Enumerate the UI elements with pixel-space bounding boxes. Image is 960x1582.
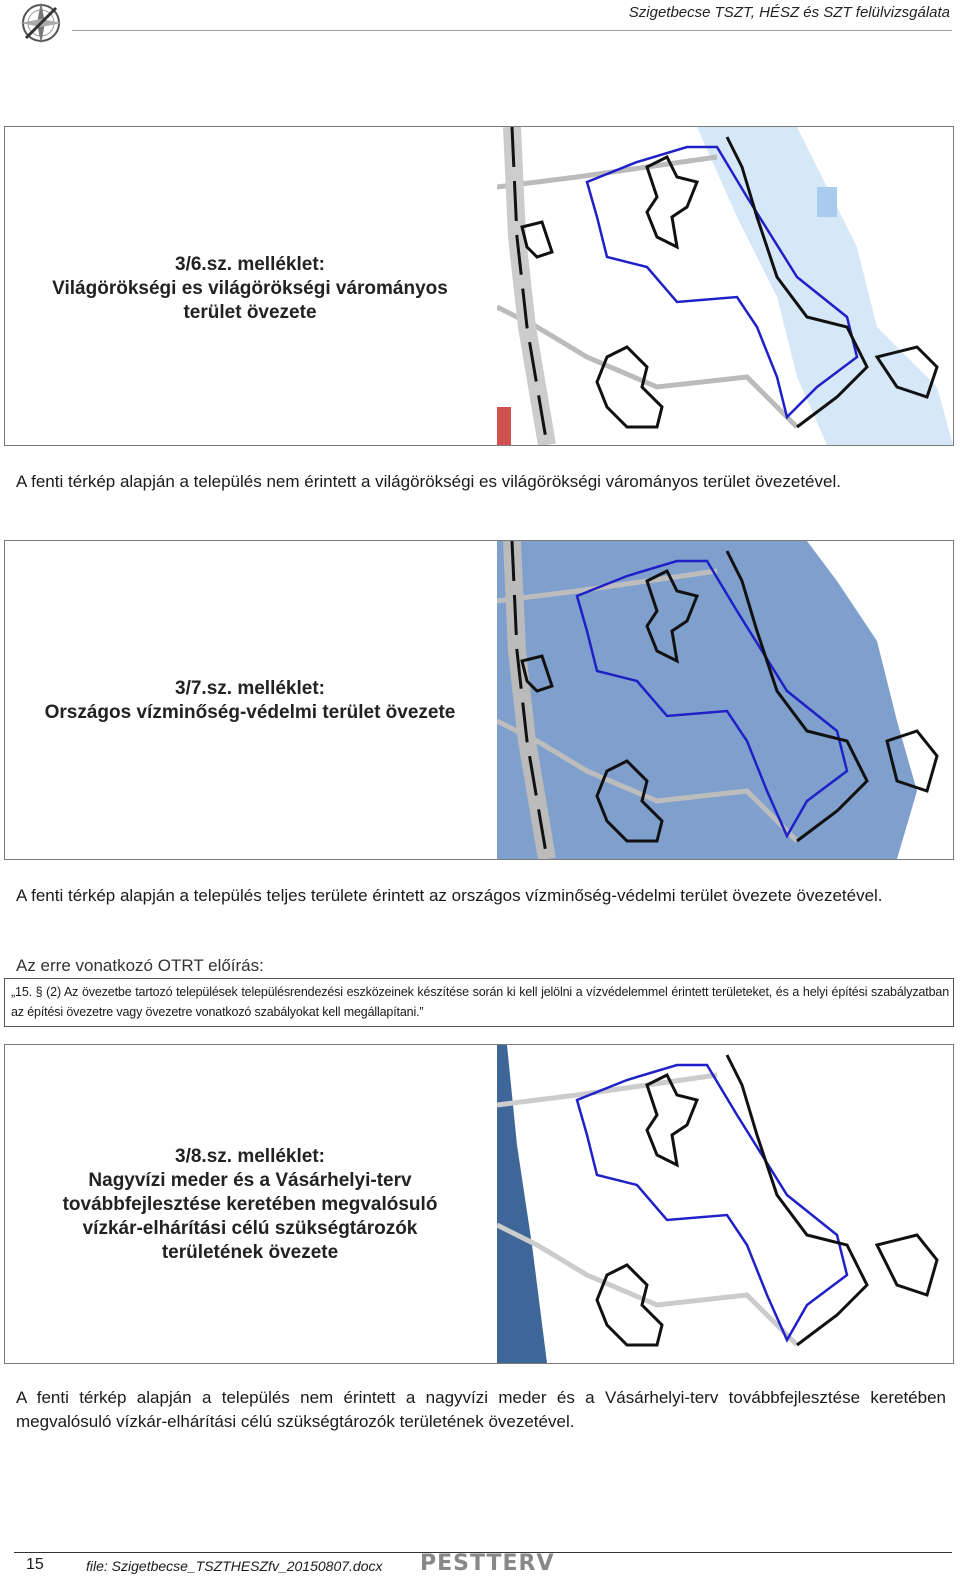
map-world-heritage [497, 127, 953, 445]
page-number: 15 [26, 1556, 44, 1573]
figure-3-8 [4, 1044, 954, 1364]
caption-line: 3/8.sz. melléklet: [175, 1146, 325, 1167]
header-divider [72, 30, 952, 31]
figure-caption [5, 253, 495, 325]
map-floodplain [497, 1045, 953, 1363]
caption-line: Nagyvízi meder és a Vásárhelyi-terv [88, 1170, 412, 1191]
figure-3-7 [4, 540, 954, 860]
paragraph-water-quality: A fenti térkép alapján a település teljes területe érintett az országos vízminőség-védelmi terület övezete övezetével. [16, 886, 883, 905]
caption-line: Világörökségi es világörökségi várományos [52, 278, 448, 299]
otrt-heading: Az erre vonatkozó OTRT előírás: [16, 956, 264, 975]
paragraph-world-heritage: A fenti térkép alapján a település nem érintett a világörökségi es világörökségi várományos terület övezetével. [16, 472, 841, 491]
caption-line: területének övezete [161, 1242, 339, 1263]
caption-line: 3/7.sz. melléklet: [175, 678, 325, 699]
caption-line: vízkár-elhárítási célú szükségtározók [82, 1218, 418, 1239]
pestterv-logo: PESTTERV [420, 1551, 555, 1576]
figure-caption [5, 677, 495, 725]
file-name: file: Szigetbecse_TSZTHESZfv_20150807.docx [86, 1558, 383, 1574]
figure-3-6 [4, 126, 954, 446]
paragraph-floodplain: A fenti térkép alapján a település nem érintett a nagyvízi meder és a Vásárhelyi-terv továbbfejlesztése keretében megvalósuló vízkár-elhárítási célú szükségtározók területének övezetével. [16, 1388, 946, 1431]
caption-line: Országos vízminőség-védelmi terület övezete [44, 702, 456, 723]
map-water-quality [497, 541, 953, 859]
figure-caption [5, 1145, 495, 1265]
caption-line: továbbfejlesztése keretében megvalósuló [62, 1194, 438, 1215]
compass-logo-icon [14, 0, 68, 46]
caption-line: terület övezete [183, 302, 317, 323]
caption-line: 3/6.sz. melléklet: [175, 254, 325, 275]
otrt-quote: „15. § (2) Az övezetbe tartozó települések településrendezési eszközeinek készítése során ki kell jelölni a vízvédelemmel érintett területeket, és a helyi építési szabályzatban az építési övezetre vagy övezetre vonatkozó szabályokat kell megállapítani.” [4, 978, 954, 1027]
document-header-title: Szigetbecse TSZT, HÉSZ és SZT felülvizsgálata [628, 4, 950, 21]
